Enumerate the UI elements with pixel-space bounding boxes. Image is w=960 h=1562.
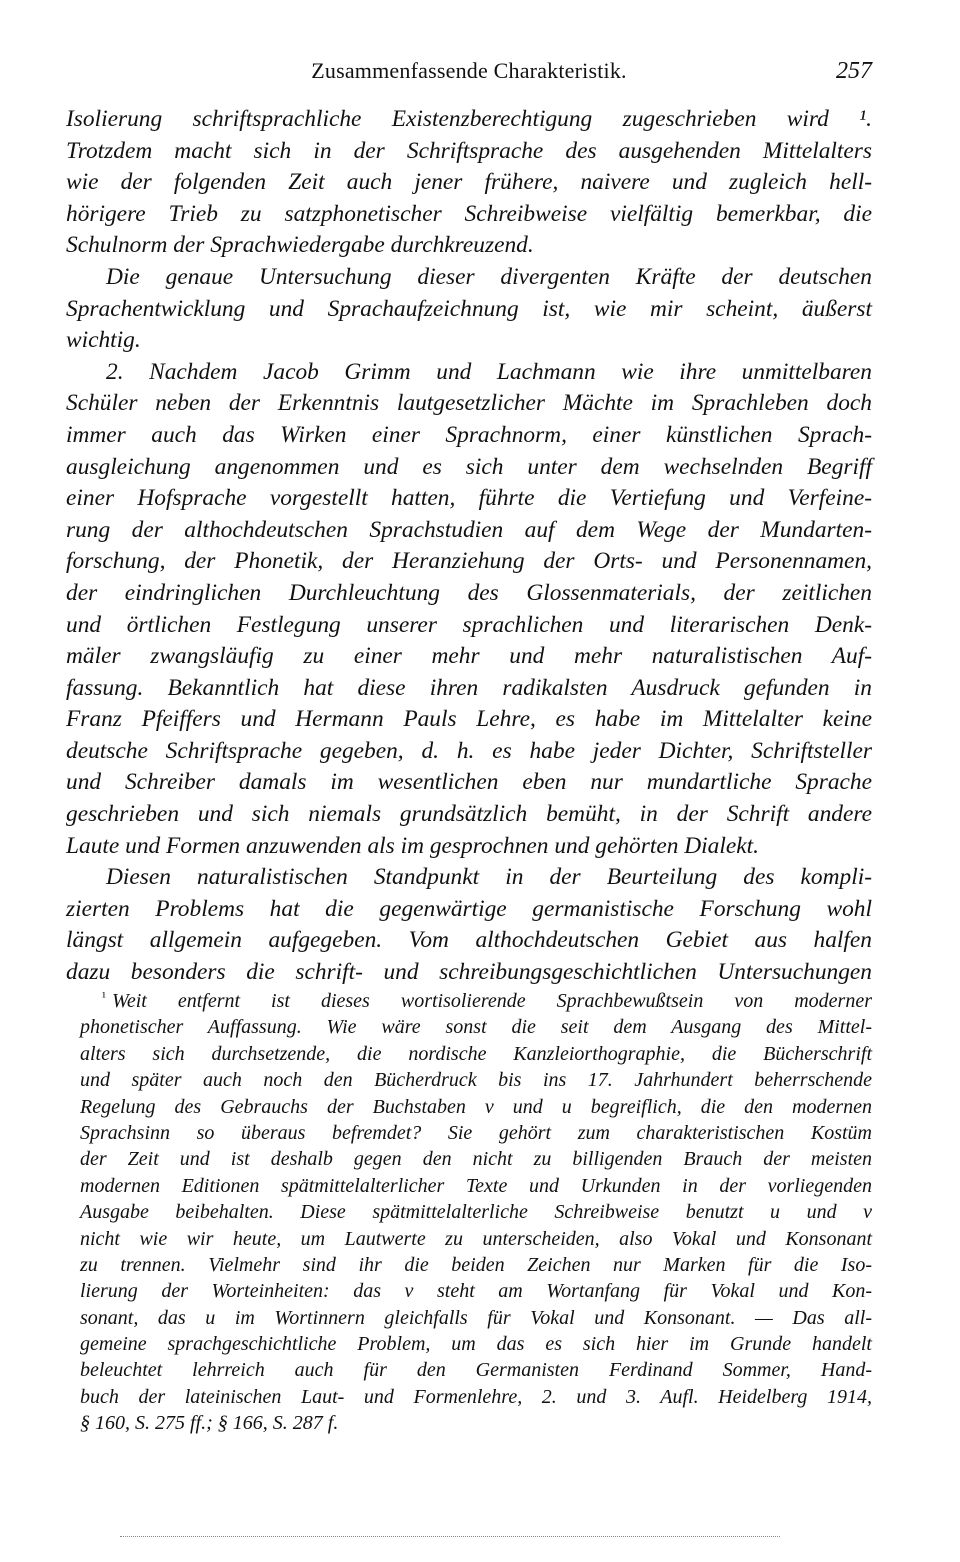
text-line: ausgleichung angenommen und es sich unter dem wechselnden Begriff — [66, 453, 872, 480]
footnotes — [80, 988, 872, 1437]
footnote-line — [80, 988, 872, 1014]
main-text — [66, 104, 872, 989]
text-line: zierten Problems hat die gegenwärtige germanistische Forschung wohl — [66, 895, 872, 922]
footnote-line: § 160, S. 275 ff.; § 166, S. 287 f. — [80, 1412, 339, 1435]
footnote-line: und später auch noch den Bücherdruck bis ins 17. Jahrhundert beherrschende — [80, 1069, 872, 1092]
text-line: einer Hofsprache vorgestellt hatten, führte die Vertiefung und Verfeine- — [66, 485, 872, 512]
text-line: Laute und Formen anzuwenden als im gesprochnen und gehörten Dialekt. — [66, 832, 759, 859]
footnote-line: Ausgabe beibehalten. Diese spätmittelalterliche Schreibweise benutzt u und v — [80, 1201, 872, 1224]
footnote-line: Sprachsinn so überaus befremdet? Sie gehört zum charakteristischen Kostüm — [80, 1121, 872, 1144]
text-line: und örtlichen Festlegung unserer sprachlichen und literarischen Denk- — [66, 611, 872, 638]
footnote-line: gemeine sprachgeschichtliche Problem, um das es sich hier im Grunde handelt — [80, 1333, 872, 1356]
text-line: fassung. Bekanntlich hat diese ihren radikalsten Ausdruck gefunden in — [66, 674, 872, 701]
text-line: Sprachentwicklung und Sprachaufzeichnung ist, wie mir scheint, äußerst — [66, 295, 872, 322]
text-line: 2. Nachdem Jacob Grimm und Lachmann wie ihre unmittelbaren — [106, 358, 872, 385]
running-title: Zusammenfassende Charakteristik. — [311, 58, 627, 83]
text-line: hörigere Trieb zu satzphonetischer Schreibweise vielfältig bemerkbar, die — [66, 200, 872, 227]
footnote-line: beleuchtet lehrreich auch für den Germanisten Ferdinand Sommer, Hand- — [80, 1359, 872, 1382]
text-line: immer auch das Wirken einer Sprachnorm, einer künstlichen Sprach- — [66, 421, 872, 448]
footnote-line: lierung der Worteinheiten: das v steht am Wortanfang für Vokal und Kon- — [80, 1280, 872, 1303]
text-line: forschung, der Phonetik, der Heranziehung der Orts- und Personennamen, — [66, 548, 872, 575]
text-line: wichtig. — [66, 327, 141, 354]
text-line: Franz Pfeiffers und Hermann Pauls Lehre, es habe im Mittelalter keine — [66, 706, 872, 733]
footnote-line: sonant, das u im Wortinnern gleichfalls für Vokal und Konsonant. — Das all- — [80, 1306, 872, 1329]
text-line: Die genaue Untersuchung dieser divergenten Kräfte der deutschen — [106, 263, 872, 290]
text-line: rung der althochdeutschen Sprachstudien auf dem Wege der Mundarten- — [66, 516, 872, 543]
text-line: Schüler neben der Erkenntnis lautgesetzlicher Mächte im Sprachleben doch — [66, 390, 872, 417]
footnote-line-text: Weit entfernt ist dieses wortisolierende Sprachbewußtsein von moderner — [112, 990, 872, 1012]
text-line: und Schreiber damals im wesentlichen eben nur mundartliche Sprache — [66, 769, 872, 796]
text-line: dazu besonders die schrift- und schreibungsgeschichtlichen Untersuchungen — [66, 959, 872, 986]
page-number: 257 — [836, 58, 872, 84]
text-line: geschrieben und sich niemals grundsätzlich bemüht, in der Schrift andere — [66, 801, 872, 828]
footnote-line: der Zeit und ist deshalb gegen den nicht zu billigenden Brauch der meisten — [80, 1148, 872, 1171]
footnote-line: alters sich durchsetzende, die nordische Kanzleiorthographie, die Bücherschrift — [80, 1042, 872, 1065]
footnote-marker: ¹ — [102, 989, 106, 1004]
footnote-line: zu trennen. Vielmehr sind ihr die beiden Zeichen nur Marken für die Iso- — [80, 1253, 872, 1276]
text-line: der eindringlichen Durchleuchtung des Glossenmaterials, der zeitlichen — [66, 579, 872, 606]
text-line: längst allgemein aufgegeben. Vom althochdeutschen Gebiet aus halfen — [66, 927, 872, 954]
footnote-line: Regelung des Gebrauchs der Buchstaben v und u begreiflich, die den modernen — [80, 1095, 872, 1118]
footnote-line: phonetischer Auffassung. Wie wäre sonst die seit dem Ausgang des Mittel- — [80, 1016, 872, 1039]
text-line: mäler zwangsläufig zu einer mehr und mehr naturalistischen Auf- — [66, 643, 872, 670]
text-line: Schulnorm der Sprachwiedergabe durchkreuzend. — [66, 232, 534, 259]
page-header — [66, 58, 872, 94]
page-bottom-rule — [120, 1536, 780, 1537]
footnote-line: buch der lateinischen Laut- und Formenlehre, 2. und 3. Aufl. Heidelberg 1914, — [80, 1385, 872, 1408]
footnote-line: nicht wie wir heute, um Lautwerte zu unterscheiden, also Vokal und Konsonant — [80, 1227, 872, 1250]
text-line: Trotzdem macht sich in der Schriftsprache des ausgehenden Mittelalters — [66, 137, 872, 164]
footnote-line: modernen Editionen spätmittelalterlicher Texte und Urkunden in der vorliegenden — [80, 1174, 872, 1197]
text-line: deutsche Schriftsprache gegeben, d. h. es habe jeder Dichter, Schriftsteller — [66, 737, 872, 764]
text-line: Diesen naturalistischen Standpunkt in der Beurteilung des kompli- — [106, 864, 872, 891]
text-line: Isolierung schriftsprachliche Existenzberechtigung zugeschrieben wird ¹. — [66, 106, 872, 132]
text-line: wie der folgenden Zeit auch jener frühere, naivere und zugleich hell- — [66, 169, 872, 196]
